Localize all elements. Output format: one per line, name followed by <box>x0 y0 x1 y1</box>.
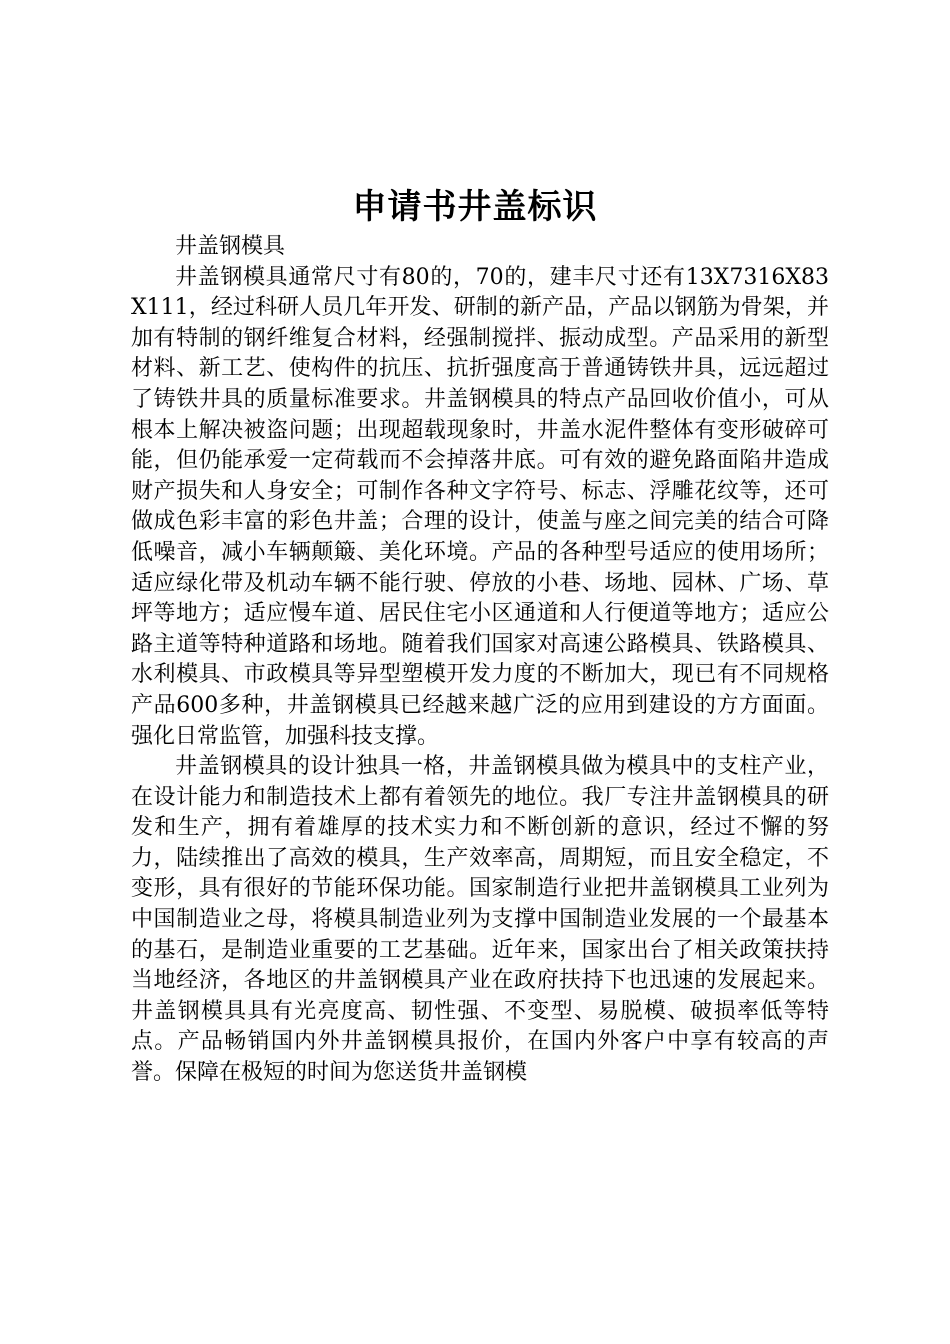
subheading: 井盖钢模具 <box>175 234 286 259</box>
document-title: 申请书井盖标识 <box>352 187 598 227</box>
document-body <box>131 232 829 1089</box>
paragraph-2: 井盖钢模具的设计独具一格，井盖钢模具做为模具中的支柱产业，在设计能力和制造技术上都有着领先的地位。我厂专注井盖钢模具的研发和生产，拥有着雄厚的技术实力和不断创新的意识，经过不懈的努力，陆续推出了高效的模具，生产效率高，周期短，而且安全稳定，不变形，具有很好的节能环保功能。国家制造行业把井盖钢模具工业列为中国制造业之母，将模具制造业列为支撑中国制造业发展的一个最基本的基石，是制造业重要的工艺基础。近年来，国家出台了相关政策扶持当地经济，各地区的井盖钢模具产业在政府扶持下也迅速的发展起来。井盖钢模具具有光亮度高、韧性强、不变型、易脱模、破损率低等特点。产品畅销国内外井盖钢模具报价，在国内外客户中享有较高的声誉。保障在极短的时间为您送货井盖钢模 <box>131 754 829 1086</box>
paragraph-1: 井盖钢模具通常尺寸有80的，70的，建丰尺寸还有13X7316X83X111，经过科研人员几年开发、研制的新产品，产品以钢筋为骨架，并加有特制的钢纤维复合材料，经强制搅拌、振动成型。产品采用的新型材料、新工艺、使构件的抗压、抗折强度高于普通铸铁井具，远远超过了铸铁井具的质量标准要求。井盖钢模具的特点产品回收价值小，可从根本上解决被盗问题；出现超载现象时，井盖水泥件整体有变形破碎可能，但仍能承爱一定荷载而不会掉落井底。可有效的避免路面陷井造成财产损失和人身安全；可制作各种文字符号、标志、浮雕花纹等，还可做成色彩丰富的彩色井盖；合理的设计，使盖与座之间完美的结合可降低噪音，减小车辆颠簸、美化环境。产品的各种型号适应的使用场所；适应绿化带及机动车辆不能行驶、停放的小巷、场地、园林、广场、草坪等地方；适应慢车道、居民住宅小区通道和人行便道等地方；适应公路主道等特种道路和场地。随着我们国家对高速公路模具、铁路模具、水利模具、市政模具等异型塑模开发力度的不断加大，现已有不同规格产品600多种，井盖钢模具已经越来越广泛的应用到建设的方方面面。强化日常监管，加强科技支撑。 <box>131 264 829 749</box>
